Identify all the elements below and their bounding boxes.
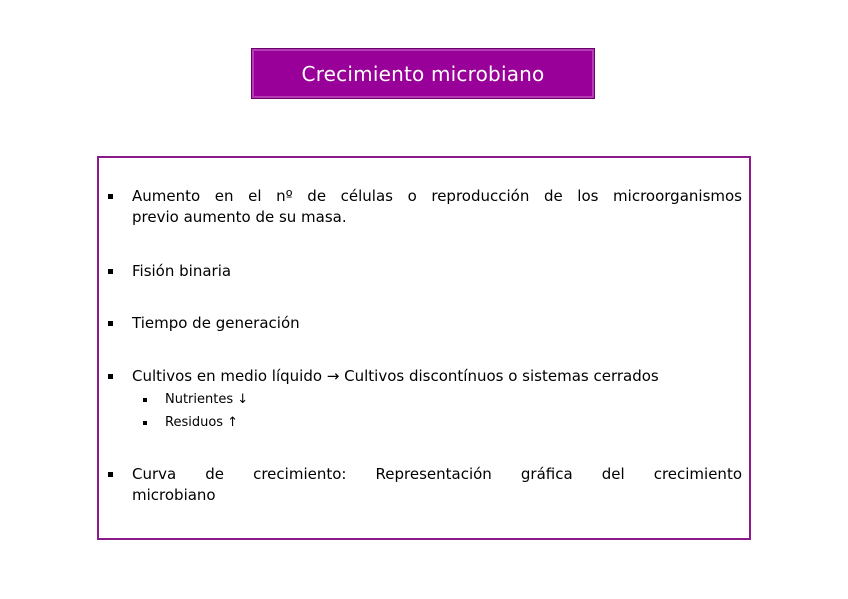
list-item-line: Cultivos en medio líquido → Cultivos discontínuos o sistemas cerrados: [132, 367, 659, 385]
square-bullet-icon: [143, 398, 147, 402]
list-item-text: [132, 261, 742, 282]
list-item-text: [132, 313, 742, 334]
page-title: Crecimiento microbiano: [301, 61, 545, 86]
bullet-list: [99, 158, 749, 538]
list-item-text: [132, 366, 742, 387]
title-banner: [251, 48, 595, 99]
list-item-text: [132, 186, 742, 228]
square-bullet-icon: [108, 194, 113, 199]
sub-item-text: Nutrientes ↓: [165, 392, 249, 407]
square-bullet-icon: [143, 421, 147, 425]
list-item-line: microbiano: [132, 486, 216, 504]
square-bullet-icon: [108, 269, 113, 274]
square-bullet-icon: [108, 374, 113, 379]
list-item-line: Curva de crecimiento: Representación gráfica del crecimiento: [132, 465, 742, 483]
list-item-line: Aumento en el nº de células o reproducción de los microorganismos: [132, 187, 742, 205]
square-bullet-icon: [108, 321, 113, 326]
list-item-line: Tiempo de generación: [132, 314, 300, 332]
content-box: [97, 156, 751, 540]
square-bullet-icon: [108, 472, 113, 477]
list-item-line: Fisión binaria: [132, 262, 232, 280]
list-item-line: previo aumento de su masa.: [132, 208, 347, 226]
list-item-text: [132, 464, 742, 506]
sub-item-text: Residuos ↑: [165, 415, 239, 430]
